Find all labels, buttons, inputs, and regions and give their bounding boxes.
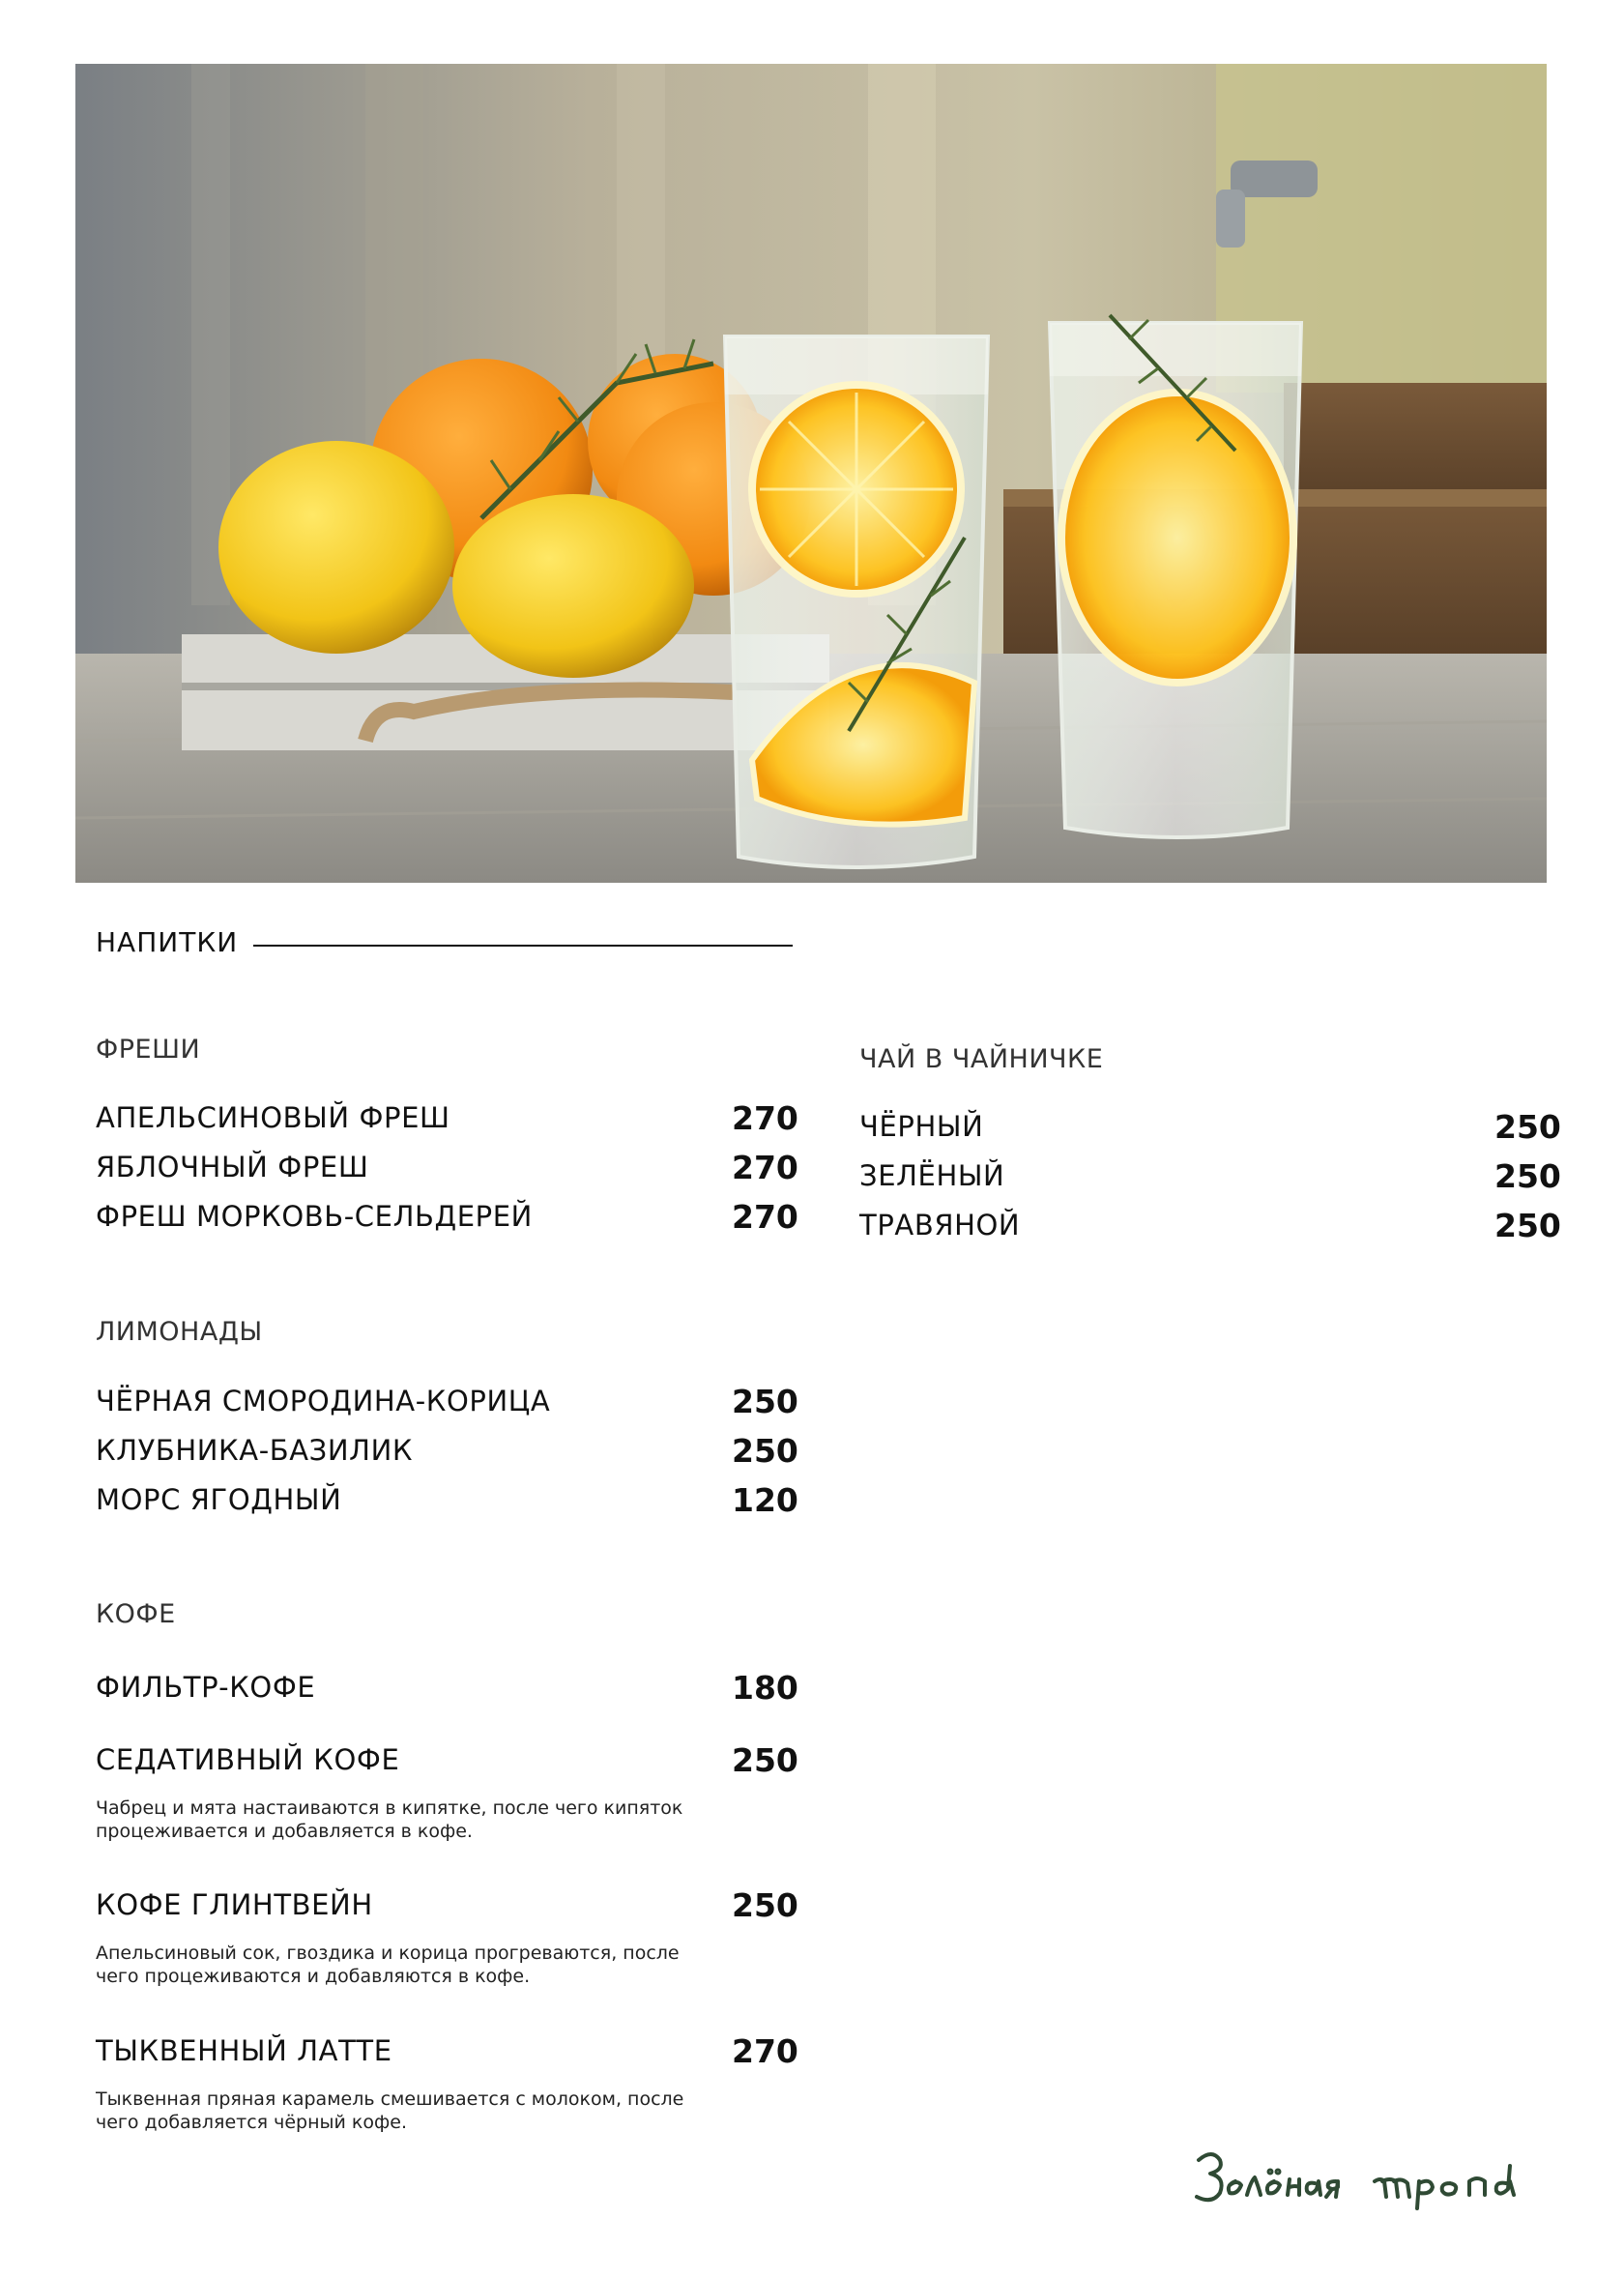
menu-item-name: МОРС ЯГОДНЫЙ xyxy=(96,1483,342,1516)
menu-item-price: 120 xyxy=(732,1481,798,1519)
menu-item-name: ФИЛЬТР-КОФЕ xyxy=(96,1671,316,1704)
menu-item-price: 250 xyxy=(1494,1157,1561,1195)
menu-item-name: ФРЕШ МОРКОВЬ-СЕЛЬДЕРЕЙ xyxy=(96,1200,533,1233)
category-title-tea: ЧАЙ В ЧАЙНИЧКЕ xyxy=(859,1044,1104,1074)
brand-logo xyxy=(1191,2139,1549,2216)
category-title-lemonades: ЛИМОНАДЫ xyxy=(96,1317,263,1347)
menu-item-price: 270 xyxy=(732,1149,798,1186)
section-title: НАПИТКИ xyxy=(96,926,239,958)
menu-item-name: АПЕЛЬСИНОВЫЙ ФРЕШ xyxy=(96,1101,450,1134)
menu-item-name: ЯБЛОЧНЫЙ ФРЕШ xyxy=(96,1151,369,1183)
menu-item-price: 250 xyxy=(1494,1207,1561,1244)
menu-item-price: 250 xyxy=(732,1432,798,1470)
menu-item-price: 250 xyxy=(1494,1108,1561,1146)
hero-photo xyxy=(75,64,1547,883)
menu-item-price: 250 xyxy=(732,1886,798,1924)
menu-item-name: КЛУБНИКА-БАЗИЛИК xyxy=(96,1434,414,1467)
menu-item-description: Чабрец и мята настаиваются в кипятке, после чего кипяток процеживается и добавляется в кофе. xyxy=(96,1797,683,1842)
menu-item-price: 250 xyxy=(732,1741,798,1779)
menu-item-name: СЕДАТИВНЫЙ КОФЕ xyxy=(96,1743,400,1776)
section-divider xyxy=(253,945,793,947)
menu-item-price: 270 xyxy=(732,1198,798,1236)
menu-item-name: ЗЕЛЁНЫЙ xyxy=(859,1159,1005,1192)
menu-item-name: ТЫКВЕННЫЙ ЛАТТЕ xyxy=(96,2034,392,2067)
menu-item-description: Тыквенная пряная карамель смешивается с молоком, после чего добавляется чёрный кофе. xyxy=(96,2088,684,2133)
category-title-fresh: ФРЕШИ xyxy=(96,1035,201,1065)
category-title-coffee: КОФЕ xyxy=(96,1599,176,1629)
menu-item-price: 180 xyxy=(732,1669,798,1707)
menu-item-name: ЧЁРНЫЙ xyxy=(859,1110,984,1143)
menu-item-price: 250 xyxy=(732,1383,798,1420)
menu-item-name: ЧЁРНАЯ СМОРОДИНА-КОРИЦА xyxy=(96,1385,551,1417)
menu-item-price: 270 xyxy=(732,2032,798,2070)
menu-item-name: КОФЕ ГЛИНТВЕЙН xyxy=(96,1888,373,1921)
menu-item-price: 270 xyxy=(732,1099,798,1137)
menu-item-name: ТРАВЯНОЙ xyxy=(859,1209,1021,1241)
menu-item-description: Апельсиновый сок, гвоздика и корица прогреваются, после чего процеживаются и добавляются в кофе. xyxy=(96,1942,680,1987)
